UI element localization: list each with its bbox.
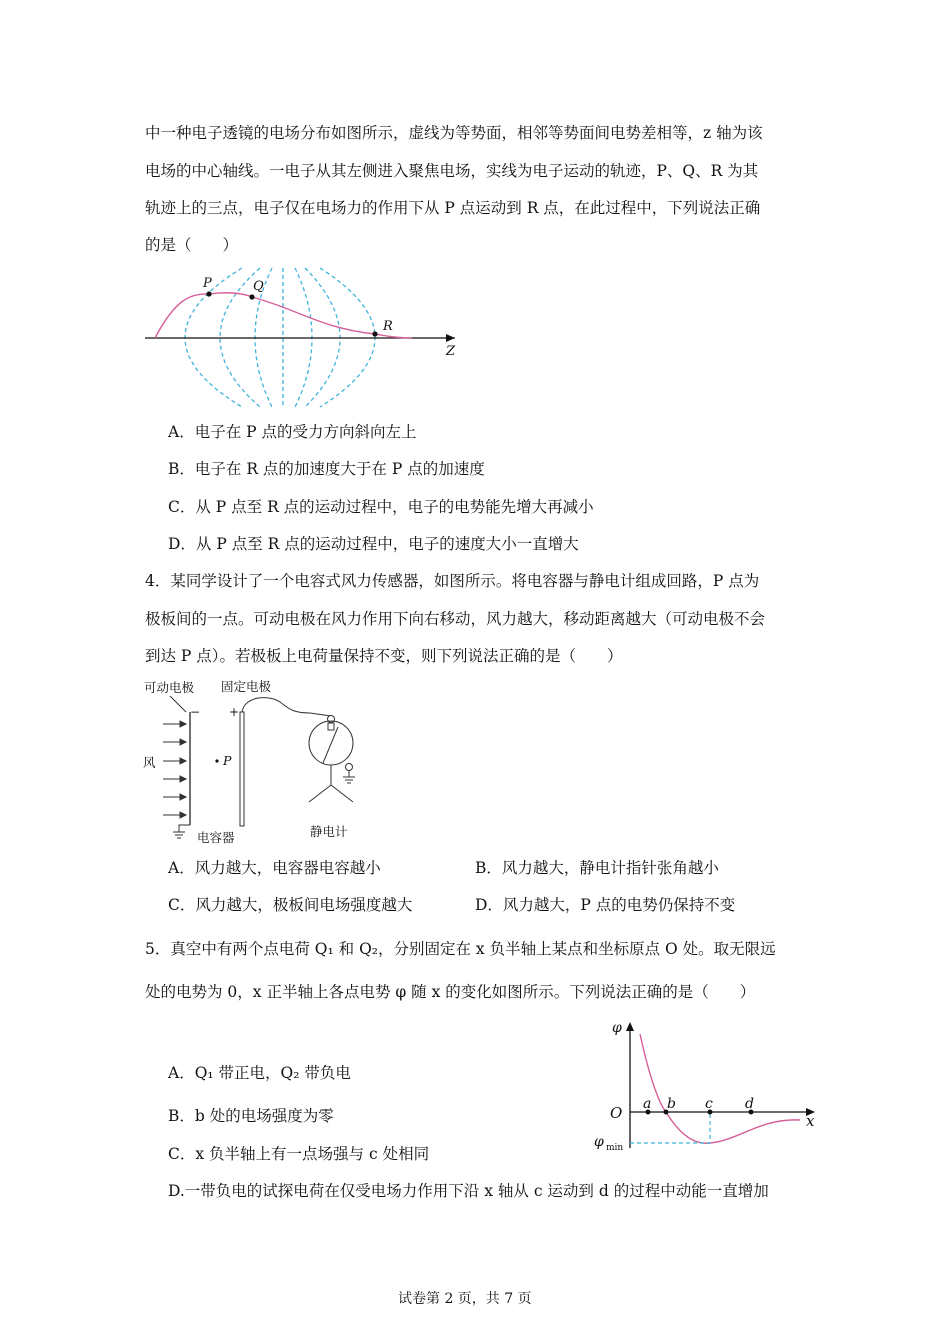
electrometer-needle bbox=[323, 727, 338, 763]
label-b: b bbox=[667, 1096, 676, 1112]
q3-stem-line: 轨迹上的三点，电子仅在电场力的作用下从 P 点运动到 R 点，在此过程中，下列说法正确 bbox=[145, 199, 761, 217]
wind-arrows bbox=[163, 721, 186, 818]
label-d: d bbox=[745, 1096, 754, 1112]
q4-option-d: D．风力越大，P 点的电势仍保持不变 bbox=[475, 896, 736, 914]
q5-option-b: B．b 处的电场强度为零 bbox=[168, 1107, 334, 1125]
q3-option-a: A．电子在 P 点的受力方向斜向左上 bbox=[168, 423, 417, 441]
label-phi: φ bbox=[612, 1020, 622, 1036]
plus-sign: + bbox=[229, 705, 240, 719]
q4-stem-line: 4．某同学设计了一个电容式风力传感器，如图所示。将电容器与静电计组成回路，P 点为 bbox=[145, 572, 760, 590]
wire bbox=[242, 698, 331, 716]
q3-option-b: B．电子在 R 点的加速度大于在 P 点的加速度 bbox=[168, 460, 485, 478]
q5-option-d: D.一带负电的试探电荷在仅受电场力作用下沿 x 轴从 c 运动到 d 的过程中动能一直增加 bbox=[168, 1182, 769, 1200]
point-r bbox=[372, 331, 377, 336]
label-x: x bbox=[806, 1112, 815, 1130]
page-footer: 试卷第 2 页，共 7 页 bbox=[398, 1291, 532, 1307]
q4-option-b: B．风力越大，静电计指针张角越小 bbox=[475, 859, 719, 877]
label-wind: 风 bbox=[143, 755, 156, 770]
label-capacitor: 电容器 bbox=[197, 830, 235, 845]
q3-stem-line: 电场的中心轴线。一电子从其左侧进入聚焦电场，实线为电子运动的轨迹，P、Q、R 为其 bbox=[145, 162, 759, 180]
q3-stem-line: 中一种电子透镜的电场分布如图所示，虚线为等势面，相邻等势面间电势差相等，z 轴为该 bbox=[145, 124, 763, 142]
z-axis-arrow-icon bbox=[446, 334, 455, 342]
potential-curve bbox=[640, 1034, 800, 1143]
minus-sign: − bbox=[190, 705, 201, 719]
q4-stem-line: 极板间的一点。可动电极在风力作用下向右移动，风力越大，移动距离越大（可动电极不会 bbox=[145, 610, 766, 628]
label-electrometer: 静电计 bbox=[310, 824, 348, 839]
label-fixed-electrode: 固定电极 bbox=[221, 679, 272, 694]
ground-icon bbox=[343, 770, 355, 783]
q5-option-c: C．x 负半轴上有一点场强与 c 处相同 bbox=[168, 1145, 430, 1163]
label-a: a bbox=[643, 1096, 652, 1112]
point-p bbox=[206, 291, 211, 296]
label-r: R bbox=[383, 319, 393, 334]
q3-option-d: D．从 P 点至 R 点的运动过程中，电子的速度大小一直增大 bbox=[168, 535, 579, 553]
ground-icon bbox=[173, 832, 185, 838]
fixed-plate bbox=[240, 712, 244, 826]
q3-option-c: C．从 P 点至 R 点的运动过程中，电子的电势能先增大再减小 bbox=[168, 498, 594, 516]
label-p: P bbox=[203, 276, 212, 291]
q4-option-a: A．风力越大，电容器电容越小 bbox=[168, 859, 381, 877]
label-q: Q bbox=[253, 279, 264, 294]
label-z: Z bbox=[446, 344, 456, 359]
q4-stem-line: 到达 P 点）。若极板上电荷量保持不变，则下列说法正确的是（ ） bbox=[145, 647, 623, 665]
q5-stem-line: 处的电势为 0，x 正半轴上各点电势 φ 随 x 的变化如图所示。下列说法正确的是（ ） bbox=[145, 983, 756, 1001]
q4-option-c: C．风力越大，极板间电场强度越大 bbox=[168, 896, 413, 914]
label-movable-electrode: 可动电极 bbox=[144, 680, 195, 695]
label-origin: O bbox=[610, 1104, 623, 1122]
label-p: P bbox=[223, 753, 232, 768]
q3-stem-line: 的是（ ） bbox=[145, 236, 239, 254]
label-c: c bbox=[705, 1096, 713, 1112]
point-q bbox=[249, 294, 254, 299]
label-phi-min-sub: min bbox=[606, 1143, 624, 1153]
q5-option-a: A．Q₁ 带正电，Q₂ 带负电 bbox=[168, 1064, 351, 1082]
label-phi-min: φ bbox=[594, 1134, 604, 1150]
q5-stem-line: 5．真空中有两个点电荷 Q₁ 和 Q₂，分别固定在 x 负半轴上某点和坐标原点 O 处。取无限远 bbox=[145, 940, 776, 958]
